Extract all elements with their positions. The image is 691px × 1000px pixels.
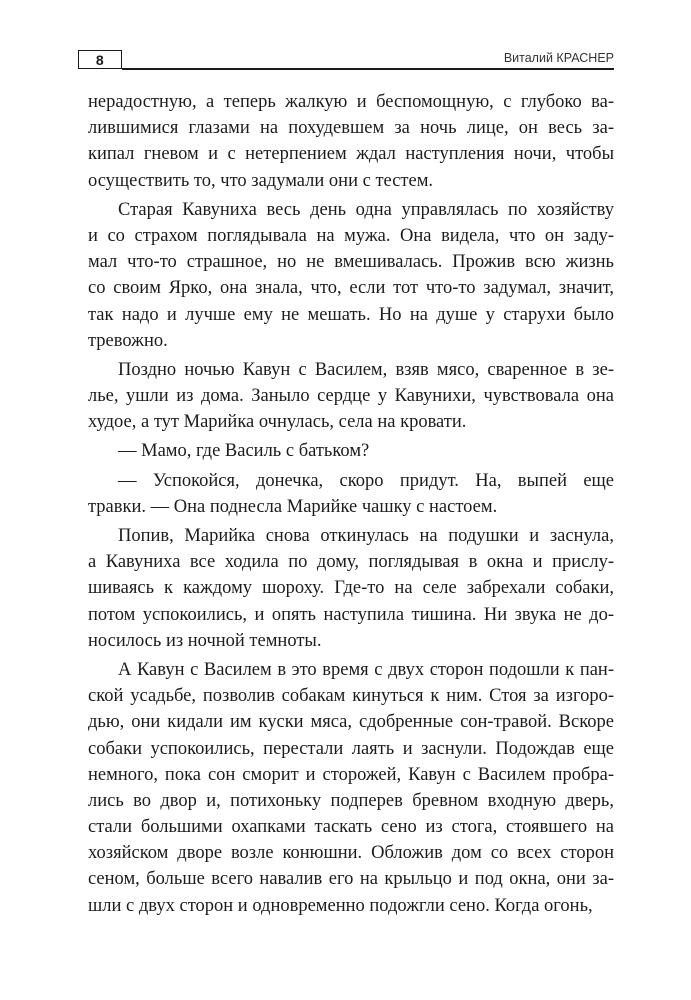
text-line: носилось из ночной темноты. [88,630,322,651]
text-line: травки. — Она поднесла Марийке чашку с настоем. [88,496,498,517]
text-line: хозяйском дворе возле конюшни. Обложив дом со всех сторон [88,843,614,864]
text-line: потом успокоились, и опять наступила тишина. Ни звука не до- [88,604,614,625]
text-line: лившимися глазами на похудевшем за ночь лице, он весь за- [88,118,614,139]
page-header [78,47,614,71]
text-line: шиваясь к каждому шороху. Где-то на селе забрехали собаки, [88,578,614,599]
paragraph [88,468,614,520]
text-line: собаки успокоились, перестали лаять и заснули. Подождав еще [88,738,614,759]
text-line: сеном, больше всего навалив его на крыльцо и под окна, они за- [88,869,614,890]
text-line: а Кавуниха все ходила по дому, поглядывая в окна и прислу- [88,552,614,573]
page-number: 8 [78,50,122,69]
text-line: кипал гневом и с нетерпением ждал наступления ночи, чтобы [88,144,614,165]
text-line: нерадостную, а теперь жалкую и беспомощную, с глубоко ва- [88,92,614,112]
paragraph [88,657,614,919]
text-line: мал что-то страшное, но не вмешивалась. Прожив всю жизнь [88,252,614,273]
body-text [88,89,614,919]
text-line: так надо и лучше ему не мешать. Но на душе у старухи было [88,304,614,325]
paragraph [88,89,614,194]
text-line: тревожно. [88,330,168,351]
paragraph [88,357,614,436]
text-line: ской усадьбе, позволив собакам кинуться к ним. Стоя за изгоро- [88,686,614,707]
paragraph [88,197,614,354]
text-line: немного, пока сон сморит и сторожей, Кавун с Василем пробра- [88,764,614,785]
text-line: и со страхом поглядывала на мужа. Она видела, что он заду- [88,225,614,246]
paragraph [88,438,614,464]
text-line: дью, они кидали им куски мяса, сдобренные сон-травой. Вскоре [88,712,614,733]
text-line: осуществить то, что задумали они с тестем. [88,170,434,191]
text-line: худое, а тут Марийка очнулась, села на кровати. [88,412,467,433]
text-line: лье, ушли из дома. Заныло сердце у Кавунихи, чувствовала она [88,386,614,407]
text-line: — Успокойся, донечка, скоро придут. На, выпей еще [118,470,614,491]
text-line: шли с двух сторон и одновременно подожгли сено. Когда огонь, [88,895,593,916]
text-line: — Мамо, где Василь с батьком? [118,441,370,462]
text-line: стали большими охапками таскать сено из стога, стоявшего на [88,817,614,838]
text-line: А Кавун с Василем в это время с двух сторон подошли к пан- [118,659,614,680]
text-line: Попив, Марийка снова откинулась на подушки и заснула, [118,526,614,546]
header-rule [122,68,614,70]
paragraph [88,523,614,654]
text-line: Старая Кавуниха весь день одна управлялась по хозяйству [118,199,614,220]
text-line: лись во двор и, потихоньку подперев бревном входную дверь, [88,790,614,811]
running-head: Виталий КРАСНЕР [503,51,614,65]
text-line: со своим Ярко, она знала, что, если тот что-то задумал, значит, [88,278,614,299]
text-line: Поздно ночью Кавун с Василем, взяв мясо, сваренное в зе- [118,359,614,380]
